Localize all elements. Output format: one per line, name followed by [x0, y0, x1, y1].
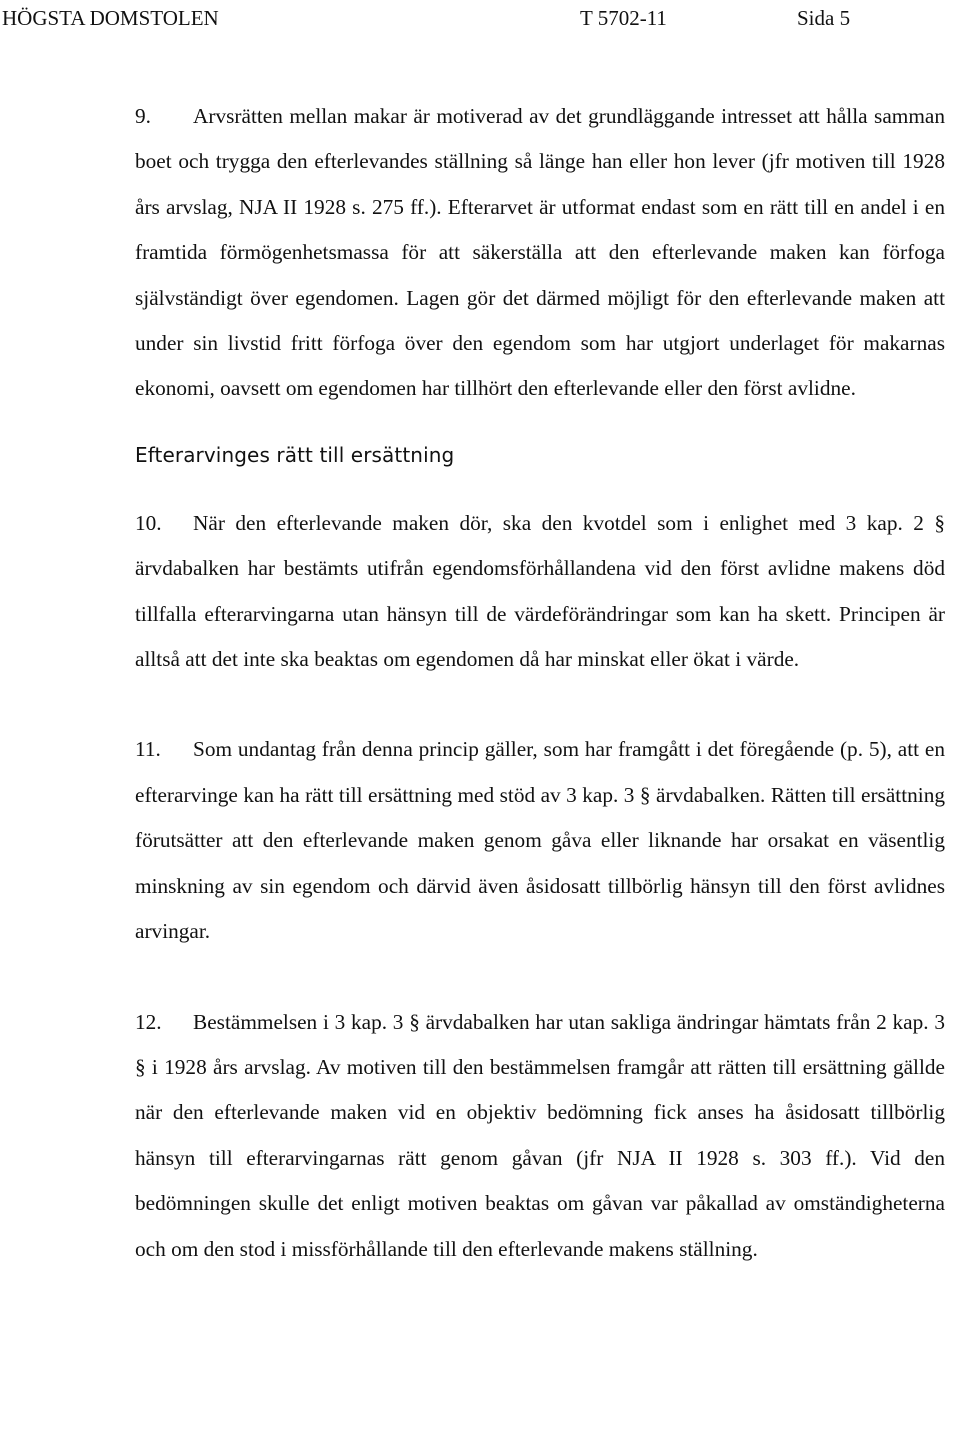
paragraph-12: [135, 1000, 945, 1272]
paragraph-text: När den efterlevande maken dör, ska den kvotdel som i enlighet med 3 kap. 2 § ärvdabalken har bestämts utifrån egendomsförhållandena vid den först avlidne makens död tillfalla efterarvingarna utan hänsyn till de värdeförändringar som kan ha skett. Principen är alltså att det inte ska beaktas om egendomen då har minskat eller ökat i värde.: [135, 510, 945, 672]
paragraph-number: 9.: [135, 104, 151, 128]
paragraph-11: [135, 727, 945, 954]
paragraph-text: Bestämmelsen i 3 kap. 3 § ärvdabalken har utan sakliga ändringar hämtats från 2 kap. 3 § i 1928 års arvslag. Av motiven till den bestämmelsen framgår att rätten till ersättning gällde när den efterlevande maken vid en objektiv bedömning fick anses ha åsidosatt tillbörlig hänsyn till efterarvingarnas rätt genom gåvan (jfr NJA II 1928 s. 303 ff.). Vid den bedömningen skulle det enligt motiven beaktas om gåvan var påkallad av omständigheterna och om den stod i missförhållande till den efterlevande makens ställning.: [135, 1009, 945, 1261]
document-body: [135, 94, 945, 1272]
paragraph-9: [135, 94, 945, 412]
section-heading: Efterarvinges rätt till ersättning: [135, 442, 455, 467]
page-number: Sida 5: [797, 6, 851, 30]
paragraph-number: 11.: [135, 737, 161, 762]
paragraph-number: 10.: [135, 510, 162, 535]
paragraph-number: 12.: [135, 1009, 162, 1034]
paragraph-text: Som undantag från denna princip gäller, som har framgått i det föregående (p. 5), att en efterarvinge kan ha rätt till ersättning med stöd av 3 kap. 3 § ärvdabalken. Rätten till ersättning förutsätter att den efterlevande maken genom gåva eller liknande har orsakat en väsentlig minskning av sin egendom och därvid även åsidosatt tillbörlig hänsyn till den först avlidnes arvingar.: [135, 737, 945, 944]
case-number: T 5702-11: [580, 6, 667, 30]
page-header: [2, 4, 892, 32]
paragraph-text: Arvsrätten mellan makar är motiverad av det grundläggande intresset att hålla samman boet och trygga den efterlevandes ställning så länge han eller hon lever (jfr motiven till 1928 års arvslag, NJA II 1928 s. 275 ff.). Efterarvet är utformat endast som en rätt till en andel i en framtida förmögenhetsmassa för att säkerställa att den efterlevande maken kan förfoga självständigt över egendomen. Lagen gör det därmed möjligt för den efterlevande maken att under sin livstid fritt förfoga över den egendom som har utgjort underlaget för makarnas ekonomi, oavsett om egendomen har tillhört den efterlevande eller den först avlidne.: [135, 104, 945, 401]
court-name: HÖGSTA DOMSTOLEN: [2, 6, 219, 30]
paragraph-10: [135, 501, 945, 683]
